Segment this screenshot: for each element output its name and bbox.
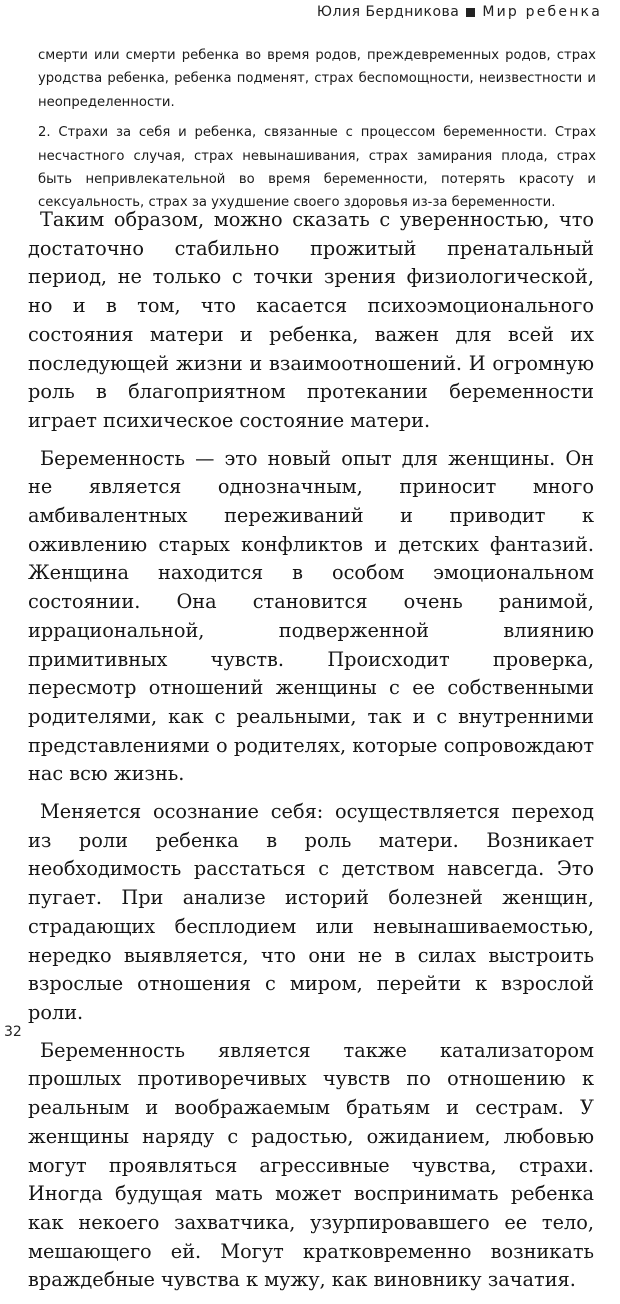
header-book-title: Мир ребенка: [482, 4, 602, 20]
header-author: Юлия Бердникова: [316, 4, 460, 20]
page-number: 32: [4, 1024, 22, 1040]
paragraph-1: Таким образом, можно сказать с уверенностью, что достаточно стабильно прожитый пренатальный период, не только с точки зрения физиологической, но и в том, что касается психоэмоционального состояния матери и ребенка, важен для всей их последующей жизни и взаимоотношений. И огромную роль в благоприятном протекании беременности играет психическое состояние матери.: [28, 208, 594, 432]
paragraph-2: Беременность — это новый опыт для женщины. Он не является однозначным, приносит много амбивалентных переживаний и приводит к оживлению старых конфликтов и детских фантазий. Женщина находится в особом эмоциональном состоянии. Она становится очень ранимой, иррациональной, подверженной влиянию примитивных чувств. Происходит проверка, пересмотр отношений женщины с ее собственными родителями, как с реальными, так и с внутренними представлениями о родителях, которые сопровождают нас всю жизнь.: [28, 446, 594, 786]
body-text: [28, 206, 594, 1304]
list-item-continuation: смерти или смерти ребенка во время родов, преждевременных родов, страх уродства ребенка, ребенка подменят, страх беспомощности, неизвестности и неопределенности.: [38, 48, 596, 110]
list-item-2: 2. Страхи за себя и ребенка, связанные с процессом беременности. Страх несчастного случая, страх невынашивания, страх замирания плода, страх быть непривлекательной во время беременности, потерять красоту и сексуальность, страх за ухудшение своего здоровья из-за беременности.: [38, 125, 596, 211]
paragraph-3: Меняется осознание себя: осуществляется переход из роли ребенка в роль матери. Возникает необходимость расстаться с детством навсегда. Это пугает. При анализе историй болезней женщин, страдающих бесплодием или невынашиваемостью, нередко выявляется, что они не в силах выстроить взрослые отношения с миром, перейти к взрослой роли.: [28, 800, 594, 1024]
fears-list: [28, 44, 596, 215]
running-header: [317, 4, 602, 20]
square-bullet-icon: [466, 8, 475, 17]
paragraph-4: Беременность является также катализатором прошлых противоречивых чувств по отношению к реальным и воображаемым братьям и сестрам. У женщины наряду с радостью, ожиданием, любовью могут проявляться агрессивные чувства, страхи. Иногда будущая мать может воспринимать ребенка как некоего захватчика, узурпировавшего ее тело, мешающего ей. Могут кратковременно возникать враждебные чувства к мужу, как виновнику зачатия.: [28, 1038, 594, 1292]
